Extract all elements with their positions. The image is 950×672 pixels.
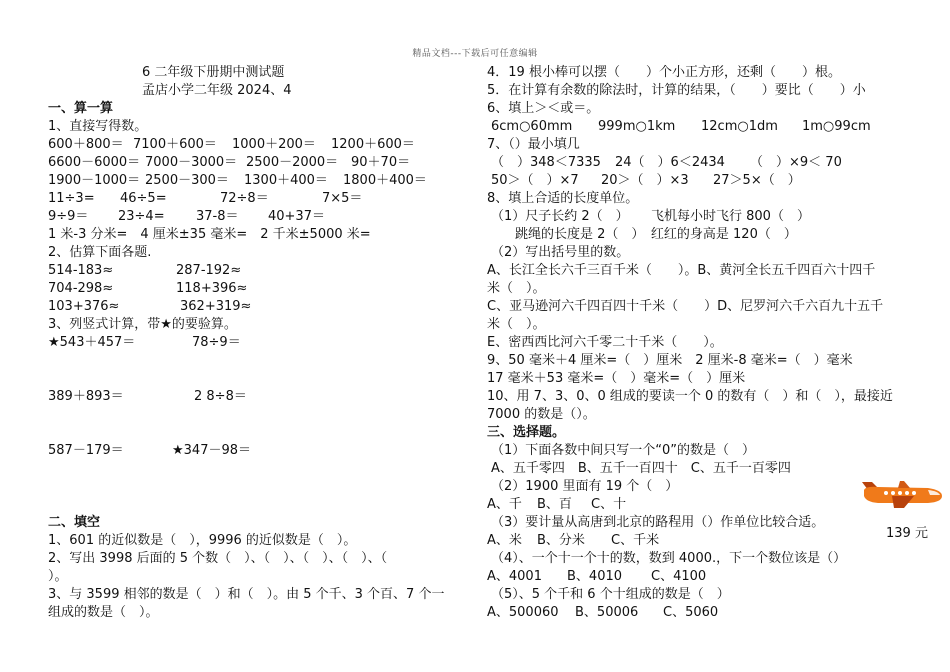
fill-q9: 9、50 毫米＋4 厘米=（ ）厘米 2 厘米-8 毫米=（ ）毫米 xyxy=(487,353,853,368)
fill-q7: 7、（）最小填几 xyxy=(487,137,580,152)
compare-item: 6cm○60mm xyxy=(491,119,573,134)
fill-q9-cont: 17 毫米＋53 毫米=（ ）毫米=（ ）厘米 xyxy=(487,371,746,386)
choice-option: C、4100 xyxy=(651,569,707,584)
choice-q1-options: A、五千零四 B、五千一百四十 C、五千一百零四 xyxy=(491,461,791,476)
q3-title: 3、列竖式计算，带★的要验算。 xyxy=(48,317,237,332)
vertical-item: 587－179＝ xyxy=(48,443,124,458)
price-label: 139 元 xyxy=(886,526,928,541)
estimate-item: 103+376≈ xyxy=(48,299,120,314)
fill-q5: 5．在计算有余数的除法时，计算的结果，（ ）要比（ ）小 xyxy=(487,83,866,98)
calc-item: 46÷5= xyxy=(120,191,167,206)
choice-option: A、千 xyxy=(487,497,522,512)
fill-q10-cont: 7000 的数是（）。 xyxy=(487,407,596,422)
fill-q2-cont: ）。 xyxy=(48,569,68,584)
choice-option: B、4010 xyxy=(567,569,623,584)
fill-q3: 3、与 3599 相邻的数是（ ）和（ ）。由 5 个千、3 个百、7 个一 xyxy=(48,587,445,602)
choice-q4: （4）、一个十一个十的数，数到 4000.，下一个数位该是（） xyxy=(491,551,847,566)
plane-window xyxy=(891,491,895,495)
section-choice: 三、选择题。 xyxy=(487,425,566,440)
calc-item: 600＋800＝ xyxy=(48,137,124,152)
choice-q5: （5）、5 个千和 6 个十组成的数是（ ） xyxy=(491,587,730,602)
estimate-item: 704-298≈ xyxy=(48,281,114,296)
choice-q2: （2）1900 里面有 19 个（ ） xyxy=(491,479,679,494)
choice-option: B、百 xyxy=(537,497,572,512)
choice-option: A、米 xyxy=(487,533,522,548)
airplane-icon xyxy=(858,472,944,512)
choice-q1: （1）下面各数中间只写一个“0”的数是（ ） xyxy=(491,443,756,458)
calc-item: 7000－3000＝ xyxy=(145,155,238,170)
choice-option: A、4001 xyxy=(487,569,542,584)
min-fill-item: 27＞5×（ ） xyxy=(713,173,801,188)
unit-item: （1）尺子长约 2（ ） xyxy=(491,209,629,224)
fill-q2: 2、写出 3998 后面的 5 个数（ ）、（ ）、（ ）、（ ）、（ xyxy=(48,551,388,566)
school-line: 孟店小学二年级 2024、4 xyxy=(142,83,292,98)
choice-option: C、十 xyxy=(591,497,627,512)
plane-window xyxy=(884,491,888,495)
q2-title: 2、估算下面各题. xyxy=(48,245,152,260)
choice-option: A、500060 xyxy=(487,605,559,620)
estimate-item: 287-192≈ xyxy=(176,263,242,278)
compare-item: 999m○1km xyxy=(598,119,676,134)
calc-item: 1000＋200＝ xyxy=(232,137,316,152)
calc-item: 11÷3= xyxy=(48,191,95,206)
choice-option: C、千米 xyxy=(611,533,660,548)
calc-item: 1200＋600＝ xyxy=(331,137,415,152)
river-e: E、密西西比河六千零二十千米（ ）。 xyxy=(487,335,723,350)
calc-item: 7×5＝ xyxy=(322,191,363,206)
exam-title: 6 二年级下册期中测试题 xyxy=(142,65,285,80)
plane-window xyxy=(905,491,909,495)
calc-item: 23÷4= xyxy=(118,209,165,224)
vertical-item: 78÷9＝ xyxy=(192,335,241,350)
fill-q1: 1、601 的近似数是（ ），9996 的近似数是（ ）。 xyxy=(48,533,357,548)
fill-q8-2: （2）写出括号里的数。 xyxy=(491,245,630,260)
choice-option: B、50006 xyxy=(575,605,639,620)
calc-item: 37-8＝ xyxy=(196,209,239,224)
compare-item: 12cm○1dm xyxy=(701,119,778,134)
fill-q3-cont: 组成的数是（ ）。 xyxy=(48,605,159,620)
min-fill-item: 20＞（ ）×3 xyxy=(601,173,689,188)
fill-q10: 10、用 7、3、0、0 组成的要读一个 0 的数有（ ）和（ ），最接近 xyxy=(487,389,893,404)
calc-item: 2500－2000＝ xyxy=(246,155,339,170)
river-c: C、亚马逊河六千四百四十千米（ ）D、尼罗河六千六百九十五千 xyxy=(487,299,884,314)
calc-item: 9÷9＝ xyxy=(48,209,89,224)
estimate-item: 362+319≈ xyxy=(180,299,252,314)
compare-item: 1m○99cm xyxy=(802,119,871,134)
river-b-cont: 米（ ）。 xyxy=(487,281,546,296)
river-a: A、长江全长六千三百千米（ ）。B、黄河全长五千四百六十四千 xyxy=(487,263,876,278)
estimate-item: 514-183≈ xyxy=(48,263,114,278)
plane-window xyxy=(912,491,916,495)
vertical-item: 389＋893＝ xyxy=(48,389,124,404)
section-calc: 一、算一算 xyxy=(48,101,114,116)
min-fill-item: （ ）×9＜ 70 xyxy=(750,155,842,170)
min-fill-item: 24（ ）6＜2434 xyxy=(615,155,725,170)
calc-item: 40+37＝ xyxy=(268,209,325,224)
calc-item: 7100＋600＝ xyxy=(133,137,217,152)
vertical-item: ★543＋457＝ xyxy=(48,335,136,350)
fill-q4: 4．19 根小棒可以摆（ ）个小正方形，还剩（ ）根。 xyxy=(487,65,841,80)
estimate-item: 118+396≈ xyxy=(176,281,248,296)
vertical-item: 2 8÷8＝ xyxy=(194,389,247,404)
vertical-item: ★347－98＝ xyxy=(172,443,252,458)
unit-row-2: 跳绳的长度是 2（ ） 红红的身高是 120（ ） xyxy=(515,227,797,242)
calc-item: 1900－1000＝ xyxy=(48,173,141,188)
calc-row-6: 1 米-3 分米= 4 厘米±35 毫米= 2 千米±5000 米= xyxy=(48,227,371,242)
choice-q3: （3）要计量从高唐到北京的路程用（）作单位比较合适。 xyxy=(491,515,825,530)
calc-item: 6600－6000＝ xyxy=(48,155,141,170)
min-fill-item: 50＞（ ）×7 xyxy=(491,173,579,188)
header-note: 精品文档---下载后可任意编辑 xyxy=(412,49,538,59)
unit-item: 飞机每小时飞行 800（ ） xyxy=(651,209,810,224)
choice-option: B、分米 xyxy=(537,533,585,548)
plane-top-wing xyxy=(898,481,910,488)
calc-item: 1300＋400＝ xyxy=(244,173,328,188)
fill-q6: 6、填上＞＜或＝。 xyxy=(487,101,600,116)
calc-item: 90＋70＝ xyxy=(351,155,411,170)
q1-title: 1、直接写得数。 xyxy=(48,119,148,134)
choice-option: C、5060 xyxy=(663,605,719,620)
min-fill-item: （ ）348＜7335 xyxy=(491,155,601,170)
fill-q8: 8、填上合适的长度单位。 xyxy=(487,191,639,206)
calc-item: 72÷8＝ xyxy=(220,191,269,206)
plane-window xyxy=(898,491,902,495)
section-fill: 二、填空 xyxy=(48,515,101,530)
calc-item: 2500－300＝ xyxy=(145,173,229,188)
river-d-cont: 米（ ）。 xyxy=(487,317,546,332)
calc-item: 1800＋400＝ xyxy=(343,173,427,188)
